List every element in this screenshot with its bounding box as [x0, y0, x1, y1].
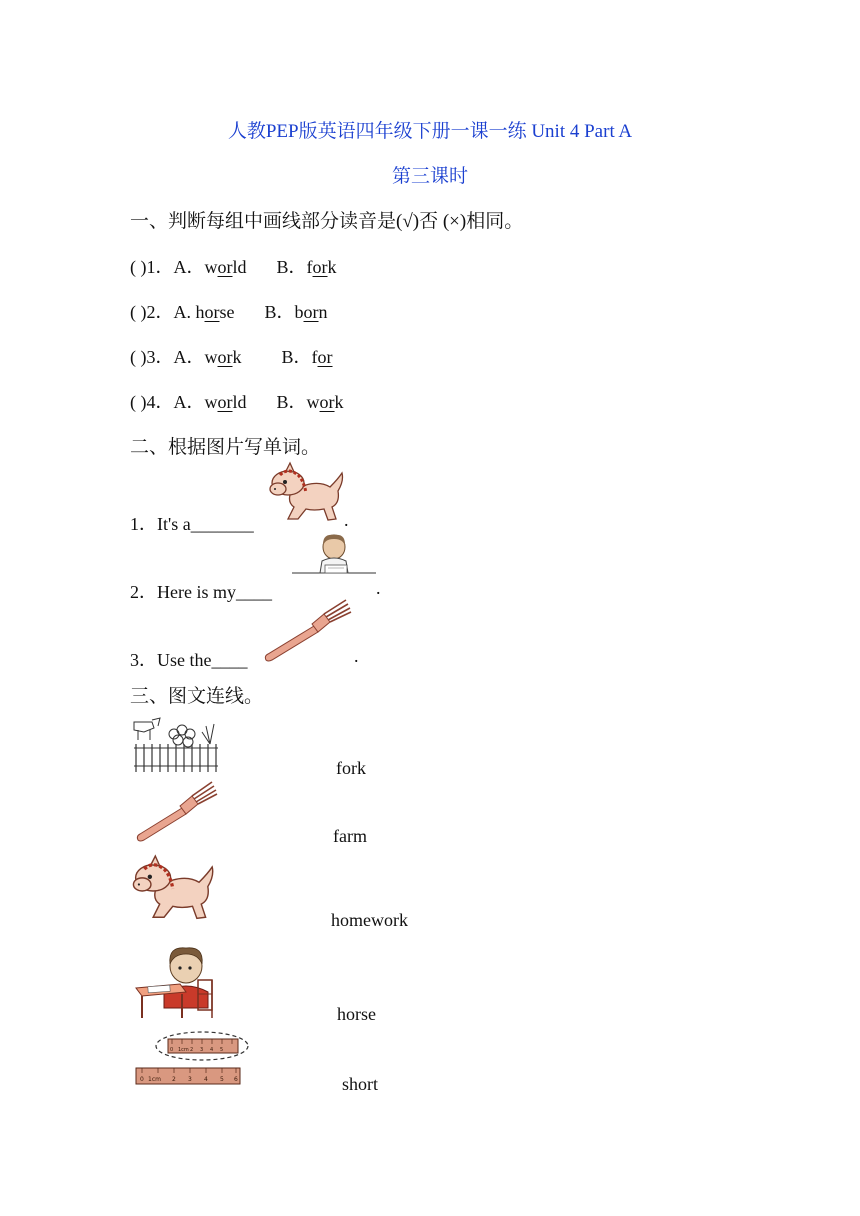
fill-in-1: 1．It's a_______ [130, 514, 254, 534]
underlined-part: or [319, 392, 335, 412]
ruler-mark: 2 [172, 1076, 176, 1083]
match-word-homework: homework [331, 910, 408, 930]
horse-picture-icon [130, 856, 220, 926]
question-number: ( )4．A． [130, 392, 205, 412]
page-title: 人教PEP版英语四年级下册一课一练 Unit 4 Part A [227, 121, 633, 142]
short-ruler [168, 1039, 238, 1053]
rulers-icon [134, 1030, 252, 1090]
ruler-mark: 6 [234, 1076, 238, 1083]
question-row-2: ( )2．A. horse B．born [130, 302, 328, 322]
ruler-mark: 3 [200, 1047, 204, 1053]
underlined-part: or [312, 257, 328, 277]
fill-in-2-period: . [376, 578, 381, 598]
match-word-farm: farm [333, 826, 367, 846]
question-row-4: ( )4．A．world B．work [130, 392, 344, 412]
fork-picture-icon [134, 780, 218, 844]
question-row-1: ( )1．A．world B．fork [130, 257, 337, 277]
underlined-part: or [303, 302, 319, 322]
underlined-part: or [204, 302, 220, 322]
ruler-mark: 4 [204, 1076, 208, 1083]
question-number: ( )2．A. [130, 302, 196, 322]
fill-in-3: 3．Use the____ [130, 650, 248, 670]
question-number: ( )3．A． [130, 347, 205, 367]
match-word-short: short [342, 1074, 378, 1094]
underlined-part: or [217, 392, 233, 412]
fill-in-2: 2．Here is my____ [130, 582, 272, 602]
match-word-horse: horse [337, 1004, 376, 1024]
section3-heading: 三、图文连线。 [130, 686, 264, 707]
page-subtitle: 第三课时 [391, 166, 468, 187]
ruler-mark: 0 [140, 1076, 144, 1083]
long-ruler [136, 1068, 240, 1084]
homework-picture-icon [134, 944, 216, 1020]
fork-icon [262, 598, 354, 664]
fill-in-3-period: . [354, 646, 359, 666]
fill-in-1-period: . [344, 510, 349, 530]
section2-heading: 二、根据图片写单词。 [130, 437, 321, 458]
homework-girl-icon [292, 533, 376, 581]
underlined-part: or [317, 347, 333, 367]
ruler-mark: 3 [188, 1076, 192, 1083]
ruler-mark: 0 [170, 1047, 174, 1053]
section1-heading: 一、判断每组中画线部分读音是(√)否 (×)相同。 [130, 211, 524, 232]
ruler-mark: 4 [210, 1047, 214, 1053]
ruler-mark: 1cm [178, 1047, 189, 1053]
farm-icon [130, 714, 224, 774]
question-number: ( )1．A． [130, 257, 205, 277]
ruler-mark: 1cm [148, 1076, 161, 1083]
ruler-mark: 2 [190, 1047, 194, 1053]
horse-icon [268, 463, 348, 527]
underlined-part: or [217, 257, 233, 277]
ruler-mark: 5 [220, 1076, 224, 1083]
question-row-3: ( )3．A．work B．for [130, 347, 333, 367]
ruler-mark: 5 [220, 1047, 224, 1053]
underlined-part: or [217, 347, 233, 367]
match-word-fork: fork [336, 758, 366, 778]
